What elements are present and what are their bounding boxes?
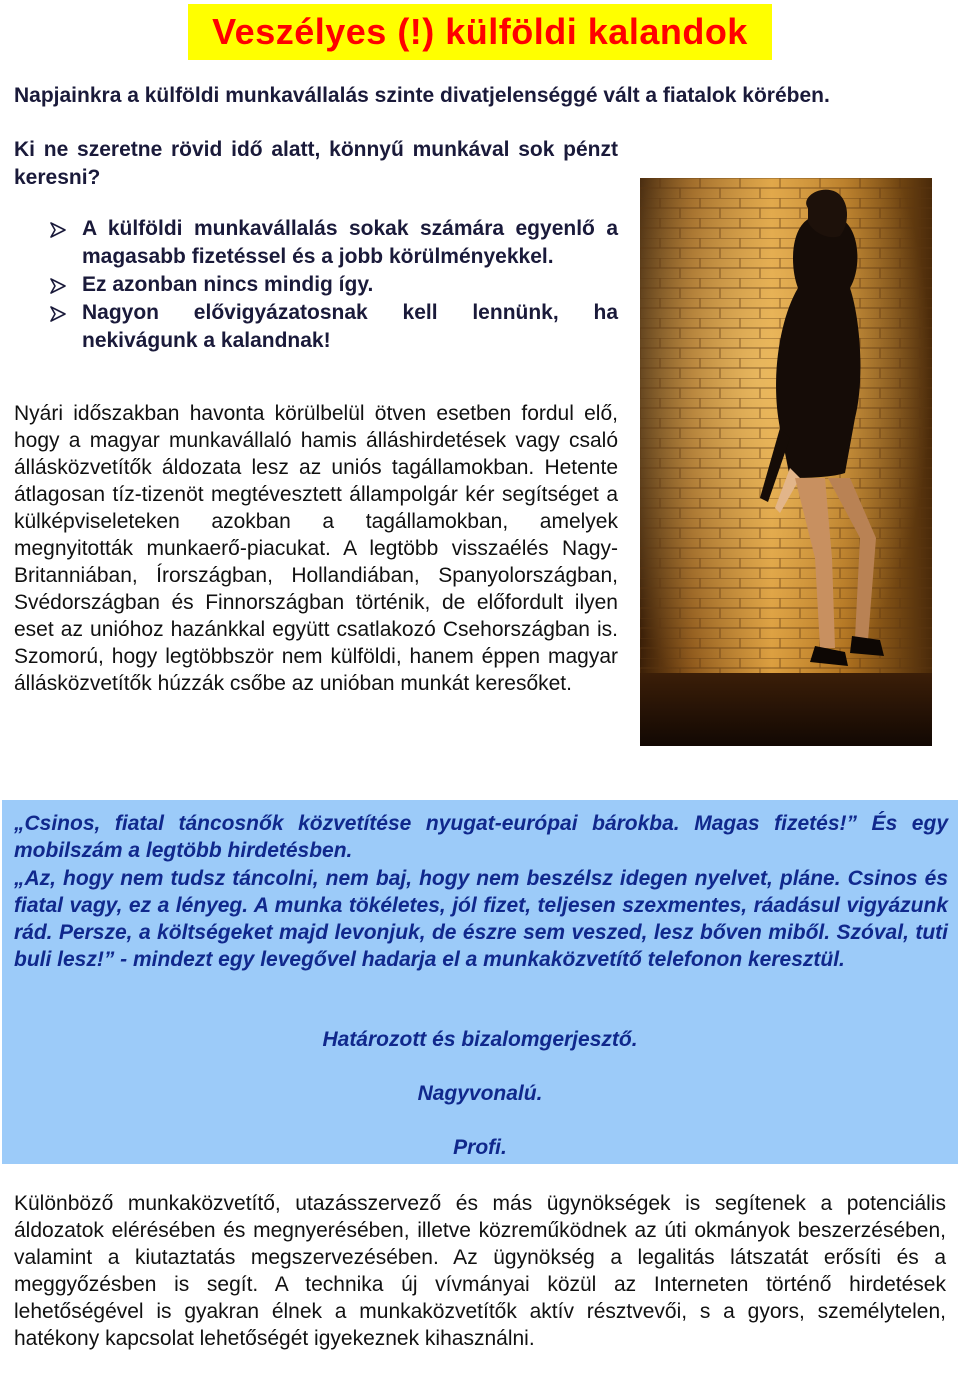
quote-box	[2, 800, 958, 1164]
photo-illustration	[640, 178, 932, 746]
bullet-list	[48, 215, 618, 355]
intro-text: Napjainkra a külföldi munkavállalás szinte divatjelenséggé vált a fiatalok körében.	[14, 84, 830, 107]
question-text: Ki ne szeretne rövid idő alatt, könnyű munkával sok pénzt keresni?	[14, 138, 618, 189]
arrowhead-bullet-icon	[50, 222, 66, 238]
woman-against-wall-photo	[640, 178, 932, 746]
quote-2: „Az, hogy nem tudsz táncolni, nem baj, hogy nem beszélsz idegen nyelvet, pláne. Csinos és fiatal vagy, ez a lényeg. A munka tökéletes, jól fizet, teljesen szexmentes, ráadásul vigyázunk rád. Persze, a költségeket majd levonjuk, de észre sem veszed, lesz bőven miből. Szóval, tuti buli lesz!” - mindezt egy levegővel hadarja el a munkaközvetítő telefonon keresztül.	[14, 867, 948, 971]
bullet-item	[48, 271, 618, 299]
bullet-item	[48, 215, 618, 271]
bullet-text: Nagyon elővigyázatosnak kell lennünk, ha nekivágunk a kalandnak!	[82, 301, 618, 352]
quote-1: „Csinos, fiatal táncosnők közvetítése nyugat-európai bárokba. Magas fizetés!” És egy mobilszám a legtöbb hirdetésben.	[14, 812, 948, 862]
bullet-text: Ez azonban nincs mindig így.	[82, 273, 374, 296]
page-title: Veszélyes (!) külföldi kalandok	[188, 4, 772, 60]
arrowhead-bullet-icon	[50, 278, 66, 294]
arrowhead-bullet-icon	[50, 306, 66, 322]
quote-line-1: Határozott és bizalomgerjesztő.	[322, 1028, 638, 1051]
bullet-item	[48, 299, 618, 355]
quote-line-2: Nagyvonalú.	[417, 1082, 543, 1105]
bullet-text: A külföldi munkavállalás sokak számára egyenlő a magasabb fizetéssel és a jobb körülményekkel.	[82, 217, 618, 268]
quote-line-3: Profi.	[453, 1136, 507, 1159]
body-paragraph-1: Nyári időszakban havonta körülbelül ötven esetben fordul elő, hogy a magyar munkavállaló hamis álláshirdetések vagy csaló állásközvetítők áldozata lesz az uniós tagállamokban. Hetente átlagosan tíz-tizenöt megtévesztett állampolgár kér segítséget a külképviseleteken azokban a tagállamokban, amelyek megnyitották munkaerő-piacukat. A legtöbb visszaélés Nagy-Britanniában, Írországban, Hollandiában, Spanyolországban, Svédországban és Finnországban történik, de előfordult ilyen eset az unióhoz hazánkkal együtt csatlakozó Csehországban is. Szomorú, hogy legtöbbször nem külföldi, hanem éppen magyar állásközvetítők húzzák csőbe az unióban munkát keresőket.	[14, 402, 618, 695]
body-paragraph-2: Különböző munkaközvetítő, utazásszervező és más ügynökségek is segítenek a potenciális áldozatok elérésében és megnyerésében, illetve közreműködnek az úti okmányok beszerzésében, valamint a kiutaztatás megszervezésében. Az ügynökség a legalitás látszatát erősíti és a meggyőzésben is segít. A technika új vívmányai közül az Interneten történő hirdetések lehetőségével is gyakran élnek a munkaközvetítők aktív résztvevői, s a gyors, személytelen, hatékony kapcsolat lehetőségét igyekeznek kihasználni.	[14, 1192, 946, 1350]
quote-text	[14, 810, 948, 974]
